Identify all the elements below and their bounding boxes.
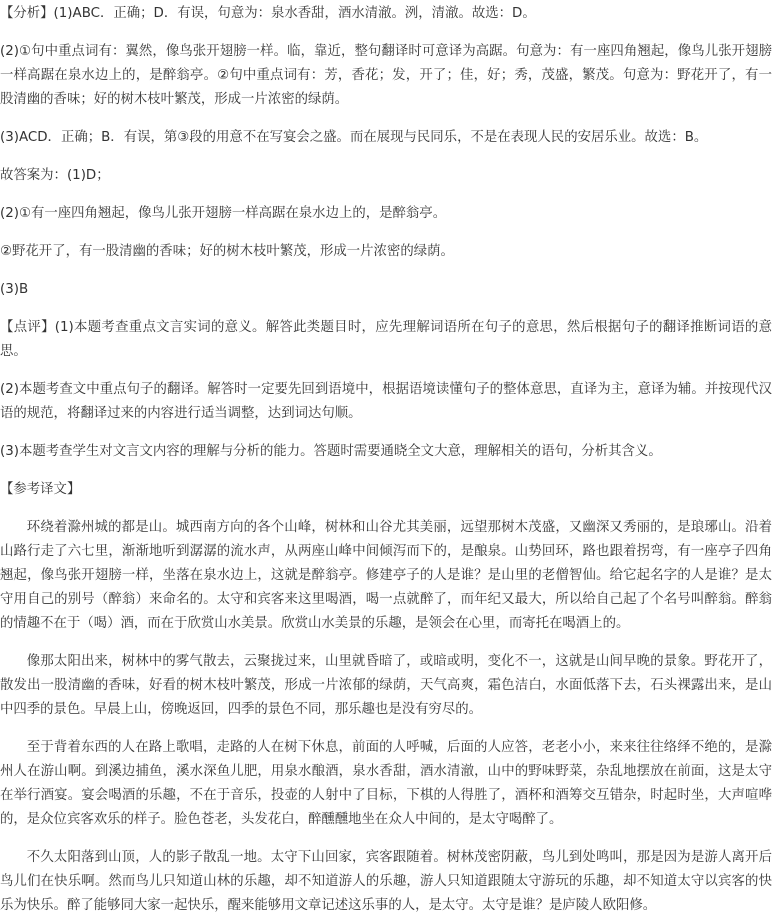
translation-paragraph-3: 至于背着东西的人在路上歌唱，走路的人在树下休息，前面的人呼喊，后面的人应答，老老小小，来来往往络绎不绝的，是滁州人在游山啊。到溪边捕鱼，溪水深鱼儿肥，用泉水酿酒，泉水香甜，酒水清澈，山中的野味野菜，杂乱地摆放在前面，这是太守在举行酒宴。宴会喝酒的乐趣，不在于音乐，投壶的人射中了目标，下棋的人得胜了，酒杯和酒筹交互错杂，时起时坐，大声喧哗的，是众位宾客欢乐的样子。脸色苍老，头发花白，醉醺醺地坐在众人中间的，是太守喝醉了。	[0, 740, 772, 827]
answer-2b: ②野花开了，有一股清幽的香味；好的树木枝叶繁茂，形成一片浓密的绿荫。	[0, 244, 454, 259]
answer-2a: (2)①有一座四角翘起，像鸟儿张开翅膀一样高踞在泉水边上的，是醉翁亭。	[0, 206, 447, 221]
comment-paragraph-2: (2)本题考查文中重点句子的翻译。解答时一定要先回到语境中，根据语境读懂句子的整体意思，直译为主，意译为辅。并按现代汉语的规范，将翻译过来的内容进行适当调整，达到词达句顺。	[0, 382, 772, 421]
analysis-paragraph-3: (3)ACD．正确；B．有误，第③段的用意不在写宴会之盛。而在展现与民同乐，不是在表现人民的安居乐业。故选：B。	[0, 130, 708, 145]
comment-paragraph-3: (3)本题考查学生对文言文内容的理解与分析的能力。答题时需要通晓全文大意，理解相关的语句，分析其含义。	[0, 444, 662, 459]
translation-paragraph-2: 像那太阳出来，树林中的雾气散去，云聚拢过来，山里就昏暗了，或暗或明，变化不一，这就是山间早晚的景象。野花开了，散发出一股清幽的香味，好看的树木枝叶繁茂，形成一片浓郁的绿荫，天气高爽，霜色洁白，水面低落下去，石头裸露出来，是山中四季的景色。早晨上山，傍晚返回，四季的景色不同，那乐趣也是没有穷尽的。	[0, 654, 772, 717]
translation-paragraph-1: 环绕着滁州城的都是山。城西南方向的各个山峰，树林和山谷尤其美丽，远望那树木茂盛，又幽深又秀丽的，是琅琊山。沿着山路行走了六七里，渐渐地听到潺潺的流水声，从两座山峰中间倾泻而下的，是酿泉。山势回环，路也跟着拐弯，有一座亭子四角翘起，像鸟张开翅膀一样，坐落在泉水边上，这就是醉翁亭。修建亭子的人是谁？是山里的老僧智仙。给它起名字的人是谁？是太守用自己的别号（醉翁）来命名的。太守和宾客来这里喝酒，喝一点就醉了，而年纪又最大，所以给自己起了个名号叫醉翁。醉翁的情趣不在于（喝）酒，而在于欣赏山水美景。欣赏山水美景的乐趣，是领会在心里，而寄托在喝酒上的。	[0, 520, 772, 631]
analysis-paragraph-2: (2)①句中重点词有：翼然，像鸟张开翅膀一样。临，靠近，整句翻译时可意译为高踞。句意为：有一座四角翘起，像鸟儿张开翅膀一样高踞在泉水边上的，是醉翁亭。②句中重点词有：芳，香花；发，开了；佳，好；秀，茂盛，繁茂。句意为：野花开了，有一股清幽的香味；好的树木枝叶繁茂，形成一片浓密的绿荫。	[0, 44, 772, 107]
translation-label: 【参考译文】	[0, 482, 81, 497]
translation-paragraph-4: 不久太阳落到山顶，人的影子散乱一地。太守下山回家，宾客跟随着。树林茂密阴蔽，鸟儿到处鸣叫，那是因为是游人离开后鸟儿们在快乐啊。然而鸟儿只知道山林的乐趣，却不知道游人的乐趣，游人只知道跟随太守游玩的乐趣，却不知道太守以宾客的快乐为快乐。醉了能够同大家一起快乐，醒来能够用文章记述这乐事的人，是太守。太守是谁？是庐陵人欧阳修。	[0, 850, 772, 913]
analysis-paragraph-1: 【分析】(1)ABC．正确；D．有误，句意为：泉水香甜，酒水清澈。洌，清澈。故选：D。	[0, 6, 536, 21]
answer-intro: 故答案为：(1)D；	[0, 168, 110, 183]
answer-3: (3)B	[0, 282, 29, 297]
comment-paragraph-1: 【点评】(1)本题考查重点文言实词的意义。解答此类题目时，应先理解词语所在句子的意思，然后根据句子的翻译推断词语的意思。	[0, 320, 772, 359]
